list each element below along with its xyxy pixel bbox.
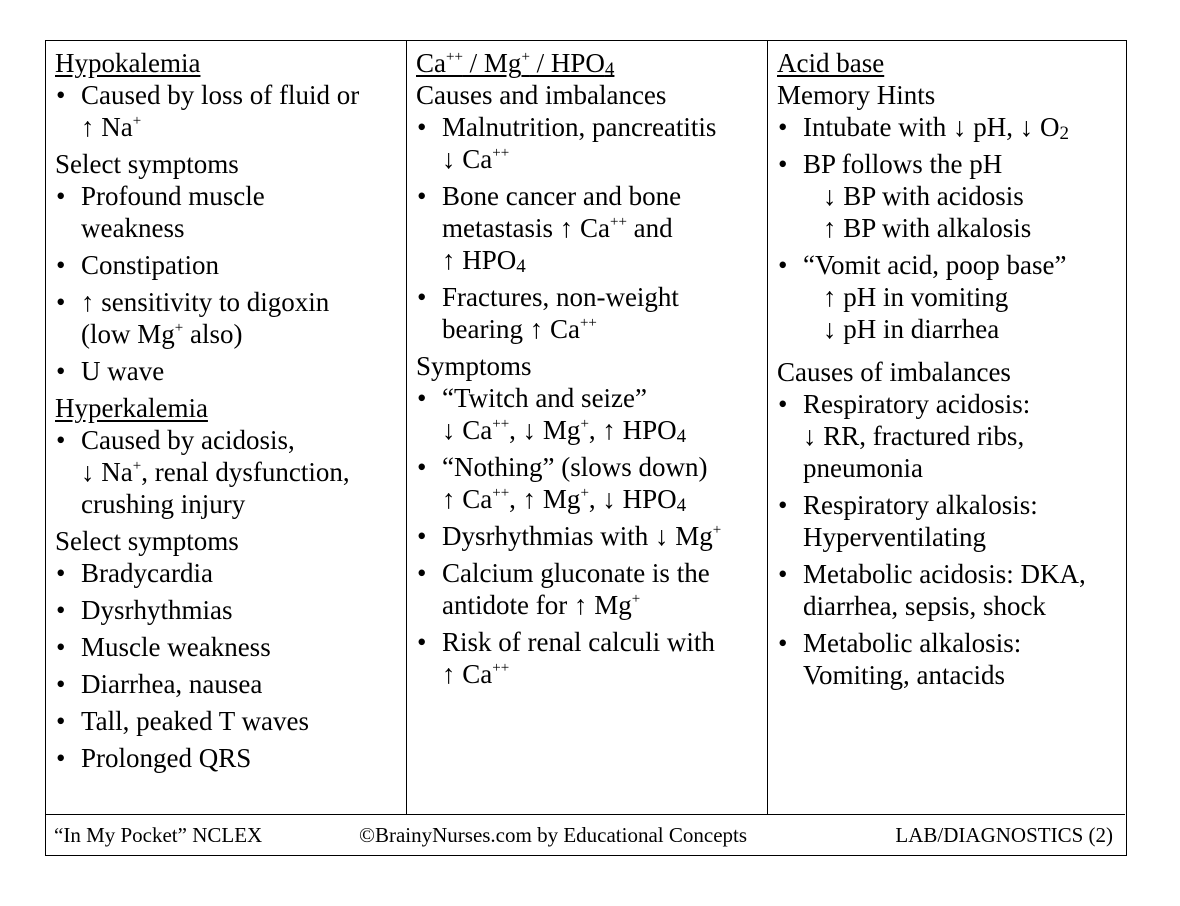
hypokalemia-symptom-list — [55, 180, 406, 387]
list-item: • Diarrhea, nausea — [55, 668, 406, 700]
symptoms-label: Symptoms — [416, 351, 532, 381]
series-title: “In My Pocket” NCLEX — [54, 823, 263, 847]
list-item: • Dysrhythmias — [55, 594, 406, 626]
hypokalemia-cause-list — [55, 79, 406, 143]
potassium-column — [46, 41, 407, 814]
list-item: • Malnutrition, pancreatitis ↓ Ca++ — [416, 111, 767, 175]
card-footer — [46, 814, 1125, 855]
list-item: • Bradycardia — [55, 557, 406, 589]
list-item: • Tall, peaked T waves — [55, 705, 406, 737]
list-item: • Intubate with ↓ pH, ↓ $O_2$ — [777, 111, 1126, 143]
list-item: • Respiratory alkalosis: Hyperventilating — [777, 489, 1126, 553]
list-item: • “Nothing” (slows down) ↑ Ca++, ↑ Mg+, ↓ $HPO_4$ — [416, 451, 767, 515]
hyperkalemia-cause-list — [55, 424, 406, 520]
acid-base-column — [768, 41, 1126, 814]
hyperkalemia-symptoms-label: Select symptoms — [55, 526, 239, 556]
list-item: • Bone cancer and bone metastasis ↑ Ca++ and ↑ $HPO_4$ — [416, 180, 767, 276]
list-item: • Caused by acidosis, ↓ Na+, renal dysfunction, crushing injury — [55, 424, 406, 520]
causes-of-imbalances-label: Causes of imbalances — [777, 357, 1011, 387]
hypokalemia-heading: Hypokalemia — [55, 48, 201, 78]
causes-list — [416, 111, 767, 345]
list-item: • BP follows the pH ↓ BP with acidosis ↑ BP with alkalosis — [777, 148, 1126, 244]
causes-label: Causes and imbalances — [416, 80, 667, 110]
memory-hints-list — [777, 111, 1126, 345]
acid-base-heading: Acid base — [777, 48, 885, 78]
list-item: • Respiratory acidosis: ↓ RR, fractured ribs, pneumonia — [777, 388, 1126, 484]
list-item: • “Twitch and seize” ↓ Ca++, ↓ Mg+, ↑ $HPO_4$ — [416, 382, 767, 446]
imbalance-causes-list — [777, 388, 1126, 691]
list-item: • U wave — [55, 355, 406, 387]
list-item: • Caused by loss of fluid or ↑ Na+ — [55, 79, 406, 143]
list-item: • Calcium gluconate is the antidote for ↑ Mg+ — [416, 557, 767, 621]
reference-card — [45, 40, 1127, 856]
list-item: • Metabolic alkalosis: Vomiting, antacids — [777, 627, 1126, 691]
list-item: • Risk of renal calculi with ↑ Ca++ — [416, 626, 767, 690]
symptoms-list — [416, 382, 767, 690]
list-item: • Muscle weakness — [55, 631, 406, 663]
list-item: • Constipation — [55, 249, 406, 281]
list-item: • Prolonged QRS — [55, 742, 406, 774]
list-item: • ↑ sensitivity to digoxin (low Mg+ also) — [55, 286, 406, 350]
hyperkalemia-heading: Hyperkalemia — [55, 393, 208, 423]
list-item: • “Vomit acid, poop base” ↑ pH in vomiting ↓ pH in diarrhea — [777, 249, 1126, 345]
hyperkalemia-symptom-list — [55, 557, 406, 774]
list-item: • Metabolic acidosis: DKA, diarrhea, sepsis, shock — [777, 558, 1126, 622]
hypokalemia-symptoms-label: Select symptoms — [55, 149, 239, 179]
copyright-notice: ©BrainyNurses.com by Educational Concepts — [359, 823, 748, 847]
list-item: • Dysrhythmias with ↓ Mg+ — [416, 520, 767, 552]
section-label: LAB/DIAGNOSTICS (2) — [895, 823, 1113, 847]
electrolyte-heading: $Ca^{++} / Mg^+ / HPO_4$ — [416, 48, 615, 80]
memory-hints-label: Memory Hints — [777, 80, 936, 110]
list-item: • Fractures, non-weight bearing ↑ Ca++ — [416, 281, 767, 345]
list-item: • Profound muscle weakness — [55, 180, 406, 244]
calcium-magnesium-phosphate-column — [407, 41, 768, 814]
